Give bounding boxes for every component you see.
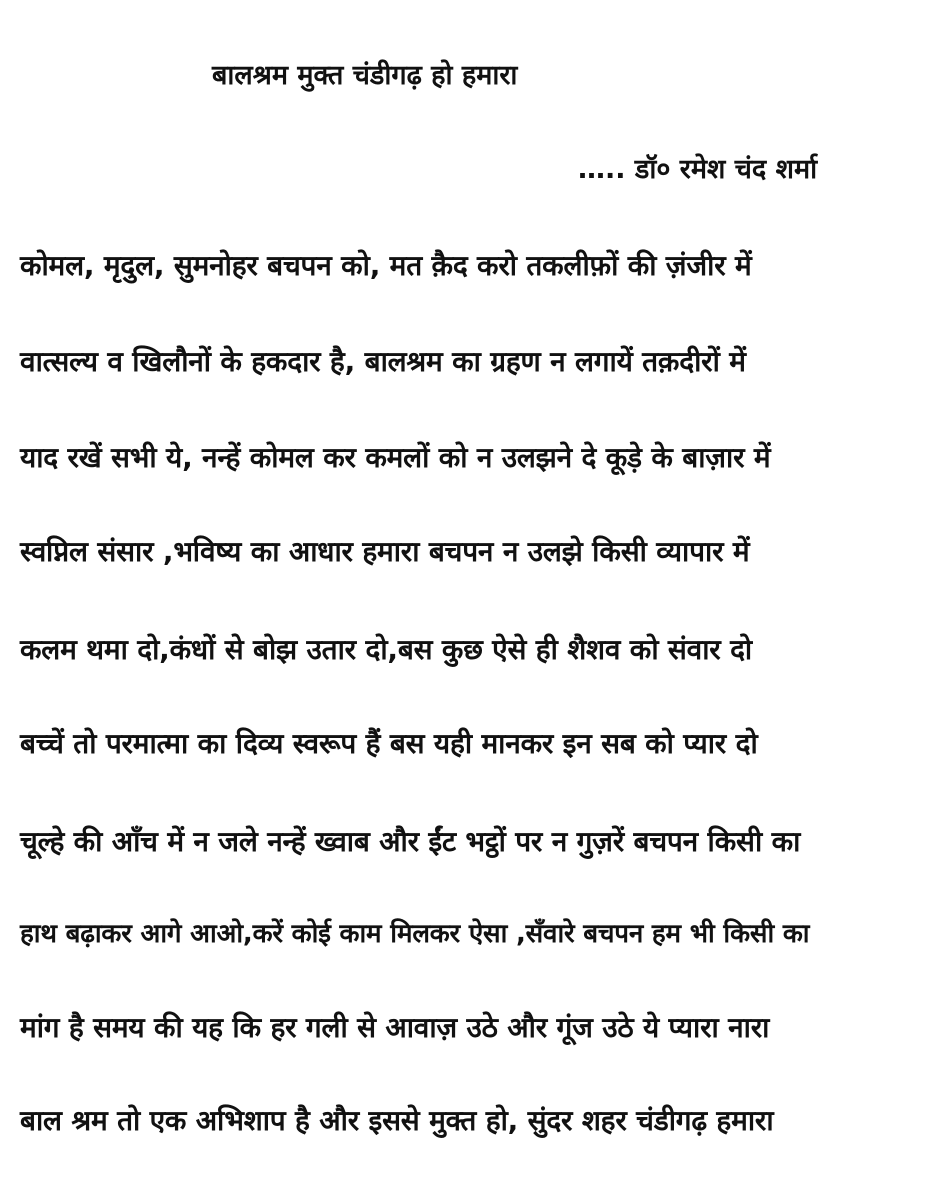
- poem-line-6: बच्चें तो परमात्मा का दिव्य स्वरूप हैं बस यही मानकर इन सब को प्यार दो: [20, 727, 758, 760]
- poem-line-4: स्वप्निल संसार ,भविष्य का आधार हमारा बचपन न उलझे किसी व्यापार में: [20, 535, 750, 568]
- poem-line-5: कलम थमा दो,कंधों से बोझ उतार दो,बस कुछ ऐसे ही शैशव को संवार दो: [20, 633, 752, 666]
- poem-line-3: याद रखें सभी ये, नन्हें कोमल कर कमलों को न उलझने दे कूड़े के बाज़ार में: [20, 441, 771, 474]
- poem-line-10: बाल श्रम तो एक अभिशाप है और इससे मुक्त हो, सुंदर शहर चंडीगढ़ हमारा: [20, 1104, 774, 1137]
- poem-line-9: मांग है समय की यह कि हर गली से आवाज़ उठे और गूंज उठे ये प्यारा नारा: [20, 1011, 770, 1044]
- poem-title: बालश्रम मुक्त चंडीगढ़ हो हमारा: [212, 60, 518, 91]
- poem-line-8: हाथ बढ़ाकर आगे आओ,करें कोई काम मिलकर ऐसा ,सँवारे बचपन हम भी किसी का: [20, 919, 810, 949]
- poem-author: ….. डॉ० रमेश चंद शर्मा: [578, 154, 818, 185]
- poem-line-2: वात्सल्य व खिलौनों के हकदार है, बालश्रम का ग्रहण न लगायें तक़दीरों में: [20, 345, 746, 378]
- poem-line-7: चूल्हे की आँच में न जले नन्हें ख्वाब और ईंट भट्ठों पर न गुज़रें बचपन किसी का: [20, 825, 801, 858]
- poem-line-1: कोमल, मृदुल, सुमनोहर बचपन को, मत क़ैद करो तकलीफ़ों की ज़ंजीर में: [20, 249, 752, 282]
